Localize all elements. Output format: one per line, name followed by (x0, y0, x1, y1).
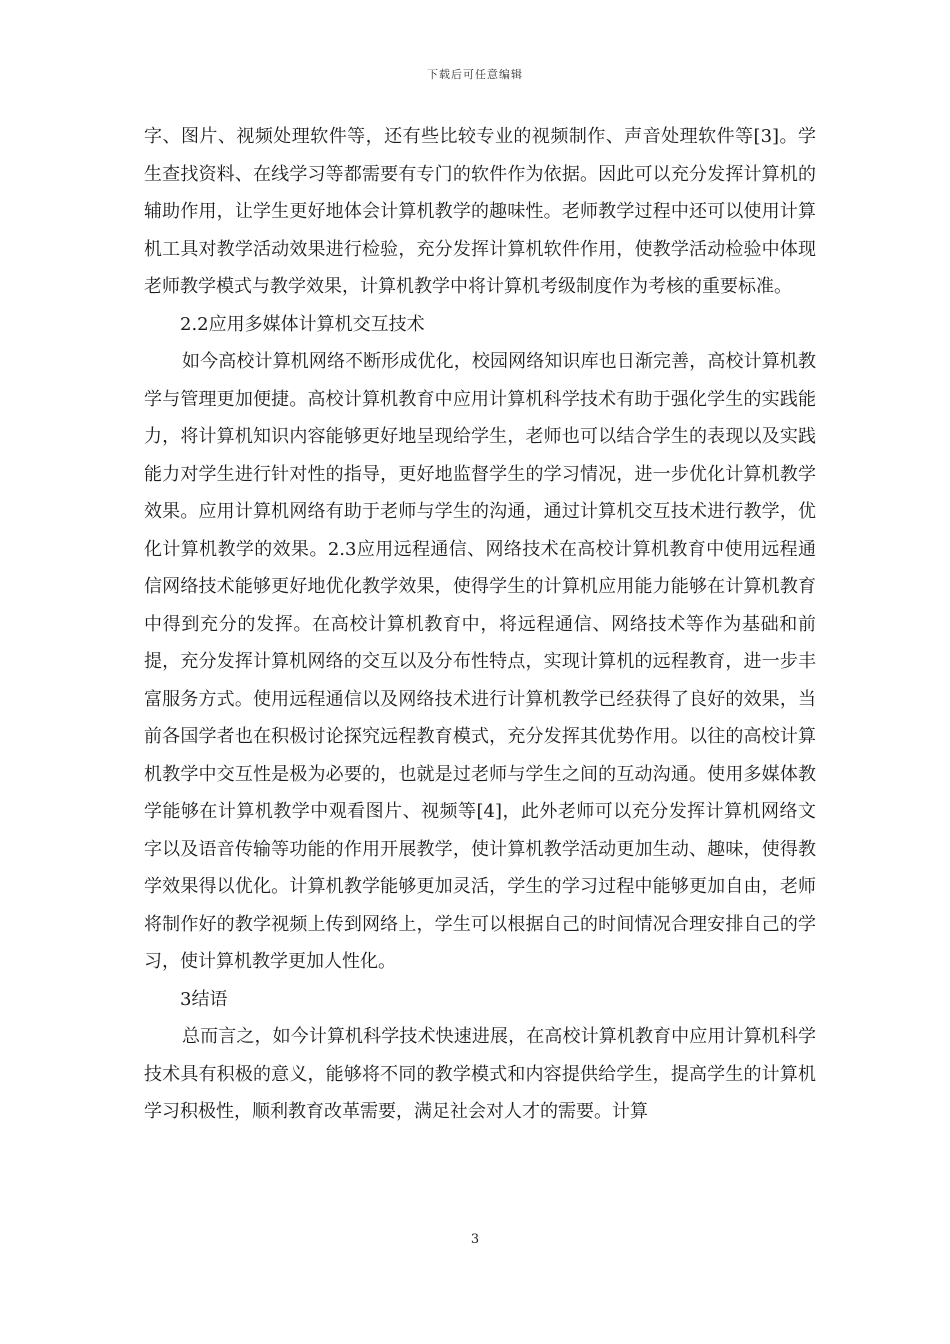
page-header: 下载后可任意编辑 (427, 68, 523, 81)
section-heading-3: 3结语 (180, 988, 228, 1010)
document-body (144, 118, 816, 1131)
paragraph-software-support: 字、图片、视频处理软件等，还有些比较专业的视频制作、声音处理软件等[3]。学生查找资料、在线学习等都需要有专门的软件作为依据。因此可以充分发挥计算机的辅助作用，让学生更好地体会计算机教学的趣味性。老师教学过程中还可以使用计算机工具对教学活动效果进行检验，充分发挥计算机软件作用，使教学活动检验中体现老师教学模式与教学效果，计算机教学中将计算机考级制度作为考核的重要标准。 (144, 126, 816, 297)
section-heading-2-2: 2.2应用多媒体计算机交互技术 (180, 313, 425, 335)
paragraph-multimedia-interaction: 如今高校计算机网络不断形成优化，校园网络知识库也日渐完善，高校计算机教学与管理更加便捷。高校计算机教育中应用计算机科学技术有助于强化学生的实践能力，将计算机知识内容能够更好地呈现给学生，老师也可以结合学生的表现以及实践能力对学生进行针对性的指导，更好地监督学生的学习情况，进一步优化计算机教学效果。应用计算机网络有助于老师与学生的沟通，通过计算机交互技术进行教学，优化计算机教学的效果。2.3应用远程通信、网络技术在高校计算机教育中使用远程通信网络技术能够更好地优化教学效果，使得学生的计算机应用能力能够在计算机教育中得到充分的发挥。在高校计算机教育中，将远程通信、网络技术等作为基础和前提，充分发挥计算机网络的交互以及分布性特点，实现计算机的远程教育，进一步丰富服务方式。使用远程通信以及网络技术进行计算机教学已经获得了良好的效果，当前各国学者也在积极讨论探究远程教育模式，充分发挥其优势作用。以往的高校计算机教学中交互性是极为必要的，也就是过老师与学生之间的互动沟通。使用多媒体教学能够在计算机教学中观看图片、视频等[4]，此外老师可以充分发挥计算机网络文字以及语音传输等功能的作用开展教学，使计算机教学活动更加生动、趣味，使得教学效果得以优化。计算机教学能够更加灵活，学生的学习过程中能够更加自由，老师将制作好的教学视频上传到网络上，学生可以根据自己的时间情况合理安排自己的学习，使计算机教学更加人性化。 (144, 351, 816, 972)
paragraph-conclusion: 总而言之，如今计算机科学技术快速进展，在高校计算机教育中应用计算机科学技术具有积极的意义，能够将不同的教学模式和内容提供给学生，提高学生的计算机学习积极性，顺利教育改革需要，满足社会对人才的需要。计算 (144, 1026, 816, 1122)
page-number: 3 (470, 1232, 480, 1247)
